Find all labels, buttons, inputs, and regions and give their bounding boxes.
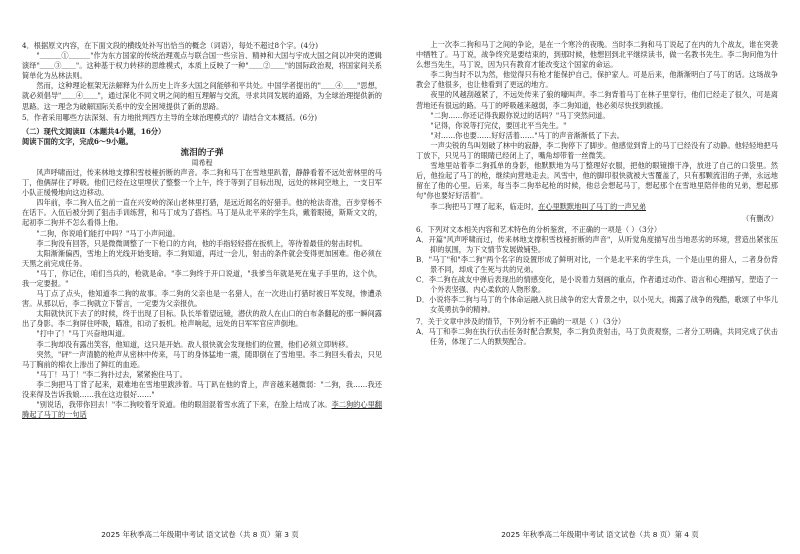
- exam-page-right: [400, 0, 800, 554]
- story-paragraph: 李二狗却没有露出笑容，他知道，这只是开始。敌人很快就会发现他们的位置，他们必须立即转移。: [36, 339, 353, 349]
- story-paragraph: [416, 202, 778, 212]
- story-paragraph: "马丁，你记住，咱们当兵的，枪就是命。"李二狗终于开口说道，"我爹当年就是死在鬼子手里的，这个仇，我一定要报。": [22, 268, 382, 288]
- story-paragraph: 一声尖锐的鸟叫划破了林中的寂静，李二狗停下了脚步。他感觉到背上的马丁已经没有了动静。他轻轻地把马丁放下，只见马丁的眼睛已经闭上了，嘴角却带着一丝微笑。: [416, 140, 778, 161]
- story-paragraph: "对……你也要……好好活着……"马丁的声音渐渐低了下去。: [430, 130, 624, 140]
- story-paragraph: 马丁点了点头，他知道李二狗的故事。李二狗的父亲也是一名猎人，在一次进山打猎时被日军发现，惨遭杀害。从那以后，李二狗就立下誓言，一定要为父亲报仇。: [22, 289, 382, 309]
- question-6-option-c: C．李二狗在战友中弹后表现出的情感变化，是小说着力刻画的重点，作者通过动作、语言和心理描写，塑造了一个外表坚强、内心柔软的人物形象。: [416, 275, 778, 295]
- story-paragraph: 突然，"砰"一声清脆的枪声从密林中传来，马丁的身体猛地一震，随即倒在了雪地里。李二狗回头看去，只见马丁胸前的棉衣上渗出了鲜红的血迹。: [22, 349, 382, 369]
- question-4: 4．根据原文内容，在下面文段的横线处补写出恰当的概念（词语），每处不超过8个字。(4分): [22, 41, 319, 50]
- page-left-content: [22, 40, 382, 420]
- question-4-passage-2: 然而，这种理论框架无法解释为什么历史上许多大国之间能够和平共处。中国学者提出的"＿＿④＿＿"思想，就必须倡导"＿＿④＿＿"，通过深化不同文明之间的相互理解与交流，寻求共同发展的道路，为全球治理提供新的思路。这一理念为破解国际关系中的安全困境提供了新的思路。: [22, 81, 382, 111]
- question-6-option-d: D．小说将李二狗与马丁的个体命运融入抗日战争的宏大背景之中，以小见大，揭露了战争的残酷，歌颂了中华儿女英勇抗争的精神。: [416, 295, 778, 315]
- page-footer-right: 2025 年秋季高二年级期中考试 语文试卷（共 8 页）第 4 页: [501, 530, 699, 539]
- story-paragraph-text: "别说话，我带你回去！"李二狗咬着牙说道。他的眼泪混着雪水流了下来，在脸上结成了冰。: [36, 400, 332, 410]
- story-paragraph: 上一次李二狗和马丁之间的争论，是在一个寒冷的夜晚。当时李二狗和马丁说起了在内的九个战友，谁在突袭中牺牲了。马丁说，战争终究是要结束的，到那时候，他想回到北平继续读书，做一名教书先生。李二狗问他为什么想当先生，马丁说，因为只有教育才能改变这个国家的命运。: [416, 40, 778, 70]
- page-footer-left: 2025 年秋季高二年级期中考试 语文试卷（共 8 页）第 3 页: [101, 530, 299, 539]
- underlined-sentence: 在心里默默地叫了马丁的一声兄弟: [538, 201, 647, 211]
- section-heading: （二）现代文阅读Ⅱ（本题共4小题，16分）: [22, 126, 166, 136]
- story-paragraph: 太阳渐渐偏西，雪地上的光线开始变暗。李二狗知道，再过一会儿，射击的条件就会变得更加困难。他必须在天黑之前完成任务。: [22, 248, 382, 268]
- story-title: 流泪的子弹: [180, 147, 224, 158]
- story-paragraph: 太阳就快沉下去了的时候，终于出现了目标。队长举着望远镜，潜伏的敌人在山口的白布条翻起的那一瞬间露出了身影。李二狗屏住呼吸，瞄准，扣动了扳机。枪声响起，远处的日军军官应声倒地。: [22, 309, 382, 329]
- question-7-option-a: A．马丁和李二狗在执行伏击任务时配合默契，李二狗负责射击，马丁负责观察，二者分工明确，共同完成了伏击任务，体现了二人的默契配合。: [416, 326, 778, 346]
- page-right-content: [416, 40, 778, 347]
- story-paragraph: "马丁！马丁！"李二狗扑过去，紧紧抱住马丁。: [36, 369, 187, 379]
- story-paragraph: 李二狗没有回答，只是微微调整了一下枪口的方向，他的手指轻轻搭在扳机上，等待着最佳的射击时机。: [36, 238, 368, 248]
- story-paragraph: 雪地里站着李二狗孤单的身影，他默默地为马丁整理好衣服，把他的眼镜擦干净，放进了自己的口袋里。然后，他捡起了马丁的枪，继续向营地走去。风雪中，他的脚印很快就被大雪覆盖了，只有那颗流泪的子弹，永远地留在了他的心里。后来，每当李二狗举起枪的时候，他总会想起马丁，想起那个在雪地里陪伴他的兄弟，想起那句"你也要好好活着"。: [416, 161, 778, 201]
- question-6-option-b: B．"马丁"和"李二狗"两个名字的设置形成了鲜明对比，一个是北平来的学生兵，一个是山里的猎人，二者身份背景不同，却成了生死与共的兄弟。: [416, 254, 778, 275]
- story-paragraph: 四年前，李二狗入伍之前一直在兴安岭的深山老林里打猎，是远近闻名的好猎手。他的枪法奇准，百步穿杨不在话下。入伍后被分到了狙击手训练营，和马丁成为了搭档。马丁是从北平来的学生兵，戴着眼镜，斯斯文文的，起初李二狗并不怎么看得上他。: [22, 198, 382, 228]
- story-paragraph: 夜里的风越刮越紧了，不远处传来了狼的嚎叫声。李二狗背着马丁在林子里穿行，他们已经走了很久，可是离营地还有很远的路。马丁的呼吸越来越弱，李二狗知道，他必须尽快找到救援。: [416, 90, 778, 110]
- story-paragraph: "打中了！"马丁兴奋地叫道。: [36, 329, 130, 339]
- story-paragraph: "记得，你说等打完仗，要回北平当先生。": [430, 120, 567, 130]
- story-paragraph: [22, 400, 382, 420]
- story-paragraph: "二狗……你还记得我跟你说过的话吗？"马丁突然问道。: [430, 110, 610, 120]
- story-paragraph-text: 李二狗把马丁埋了起来，临走时，: [430, 201, 539, 211]
- reading-instruction: 阅读下面的文字，完成6～9小题。: [22, 136, 133, 146]
- story-paragraph: 风声呼啸而过，传来林地支撑积雪枝桠折断的声音。李二狗和马丁在雪地里趴着，静静看着不远处密林里的马丁，他俩屏住了呼吸。他们已经在这里埋伏了整整一个上午，终于等到了目标出现，远处的林间空地上，一支日军小队正缓慢地向这边移动。: [22, 167, 382, 198]
- underlined-sentence: 李二狗的心里翻腾起了马丁的一句话: [22, 400, 382, 420]
- question-6-option-a: A．开篇"风声呼啸而过，传来林地支撑积雪枝桠折断的声音"，从听觉角度描写出当地恶劣的环境，营造出紧张压抑的氛围，为下文情节发展做铺垫。: [416, 234, 778, 254]
- question-7: 7．关于文章中涉及的情节，下列分析不正确的一项是（ ）（3分）: [416, 316, 626, 326]
- story-paragraph: 李二狗当时不以为然，他觉得只有枪才能保护自己，保护家人。可是后来，他渐渐明白了马丁的话。这场战争教会了他很多，也让他看到了更远的地方。: [416, 70, 778, 90]
- question-6: 6．下列对文本相关内容和艺术特色的分析鉴赏，不正确的一项是（ ）（3分）: [416, 224, 662, 234]
- story-paragraph: "二狗，你说咱们能打中吗？"马丁小声问道。: [36, 228, 180, 238]
- source-note: （有删改）: [742, 213, 778, 223]
- question-4-passage-1: "＿＿＿①＿＿＿"作为东方国家的传统治理观点与联合国一些宗旨、精神和大国与宇成大国之间以冲突的逻辑演绎"＿＿③＿＿"。这种基于权力转移的思维模式，本质上反映了一种"＿＿②＿＿"的国际政治观，将国家间关系简单化为丛林法则。: [22, 51, 382, 81]
- story-author: 周希程: [191, 158, 213, 167]
- story-paragraph: 李二狗把马丁背了起来，艰难地在雪地里跋涉着。马丁趴在他的背上，声音越来越微弱："二狗，我……我还没来得及告诉我娘……我在这边很好……": [22, 379, 382, 399]
- question-5: 5．作者采用哪些方法深刻、有力地批判西方主导的全球治理模式的？请结合文本概括。(6分): [22, 112, 318, 122]
